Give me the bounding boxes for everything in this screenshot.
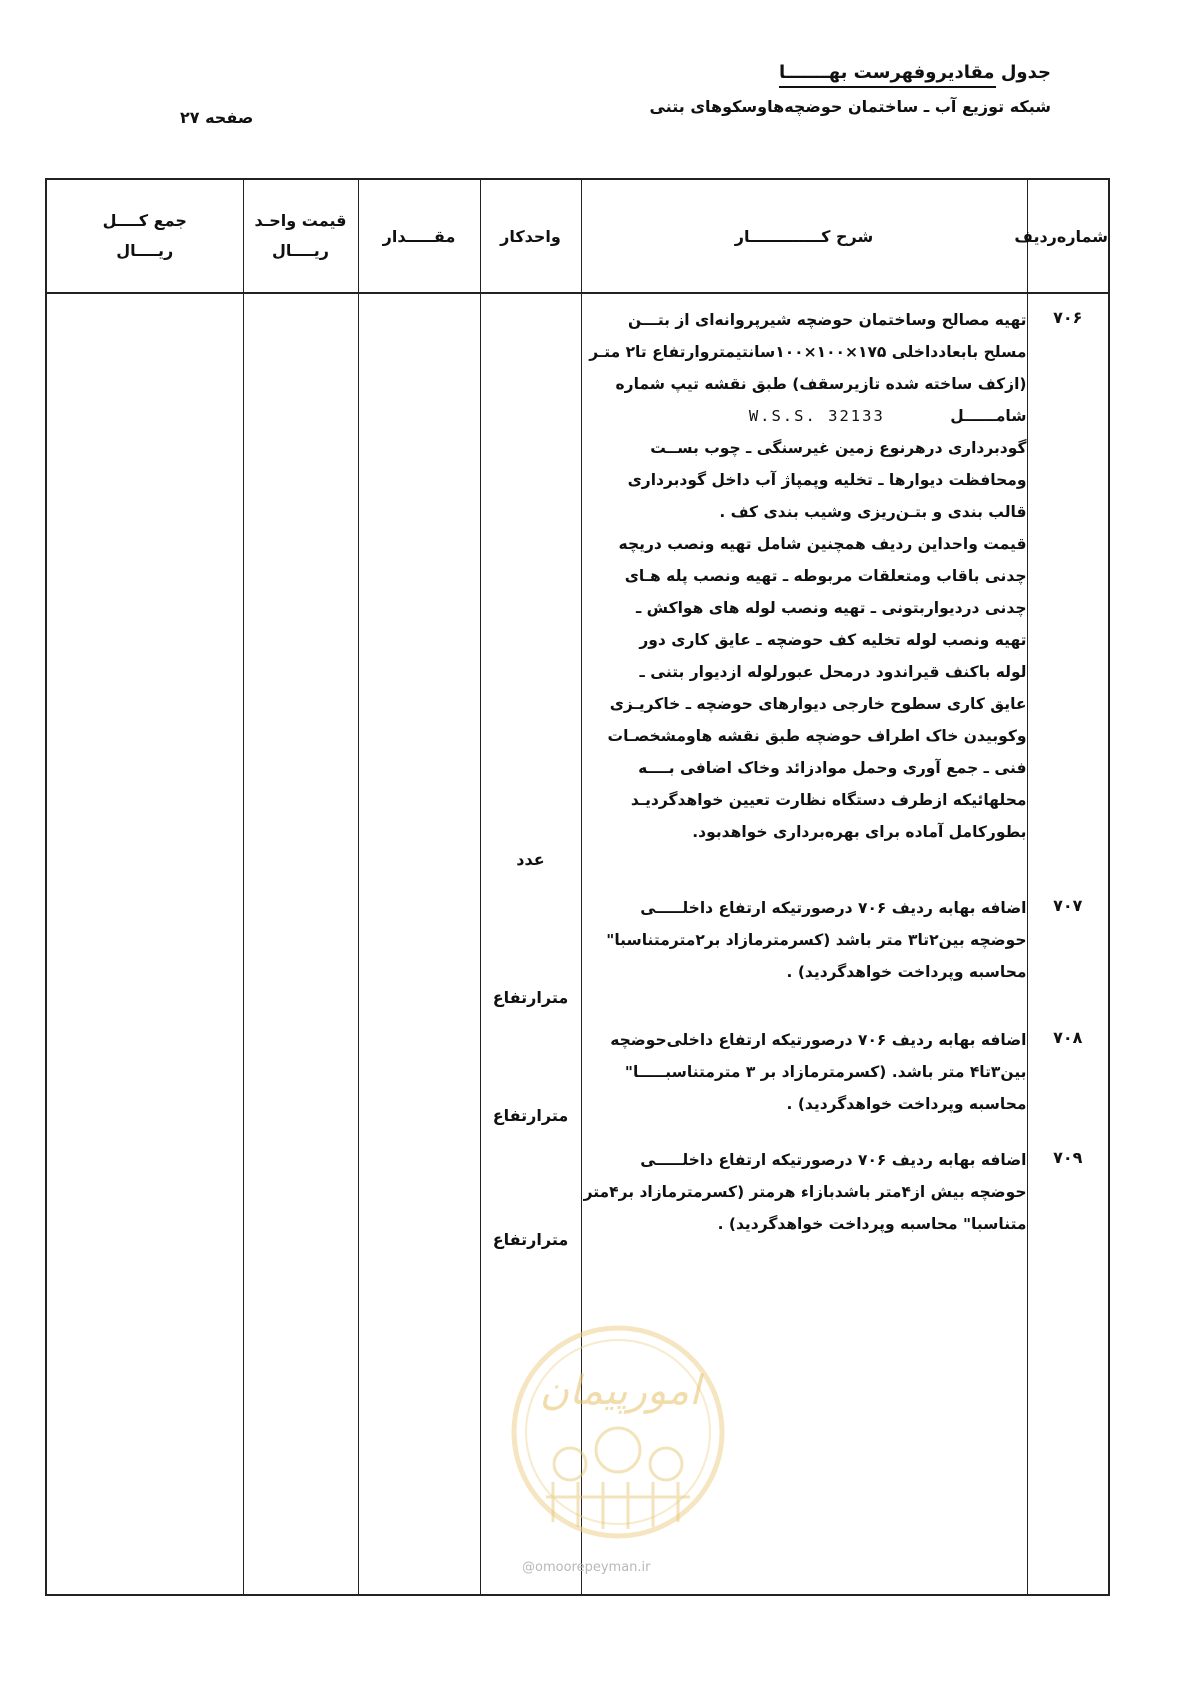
header-total-label: جمع کــــل [102, 211, 187, 230]
drawing-code: W.S.S. 32133 [748, 407, 885, 425]
description-line: محاسبه وپرداخت خواهدگردید) . [786, 1095, 1027, 1113]
header-total-currency: ریــــال [116, 241, 174, 260]
stamp-logo-lettering: امورپیمان [539, 1368, 701, 1414]
watermark-stamp [508, 1322, 728, 1542]
header-unit-price [243, 179, 358, 293]
table-header-row [46, 179, 1109, 293]
header-unit: واحدکار [480, 179, 581, 293]
watermark-site: @omoorepeyman.ir [522, 1560, 651, 1575]
description-line: اضافه بهابه ردیف ۷۰۶ درصورتیکه ارتفاع داخلی‌حوضچه [610, 1031, 1027, 1049]
row-number: ۷۰۶ [1053, 308, 1083, 327]
row-number: ۷۰۹ [1053, 1148, 1083, 1167]
drawing-code-suffix: شامــــــل [950, 407, 1027, 425]
page-number: صفحه ۲۷ [180, 108, 254, 127]
list-item [582, 1024, 1027, 1120]
description-line: عایق کاری سطوح خارجی دیوارهای حوضچه ـ خاکریـزی [609, 695, 1027, 713]
description-line: قالب بندی و بتـن‌ریزی وشیب بندی کف . [719, 503, 1027, 521]
row-number-column [1027, 293, 1109, 1595]
quantity-column [358, 293, 480, 1595]
header-unit-price-currency: ریــــال [272, 241, 329, 260]
description-line: اضافه بهابه ردیف ۷۰۶ درصورتیکه ارتفاع داخلـــــی [640, 899, 1027, 917]
description-line: محلهائیکه ازطرف دستگاه نظارت تعیین خواهدگردیـد [630, 791, 1027, 809]
description-line: حوضچه بین۲تا۳ متر باشد (کسرمترمازاد بر۲مترمتناسبا" [606, 931, 1027, 949]
header-unit-price-label: قیمت واحـد [254, 211, 347, 230]
list-item [582, 892, 1027, 988]
unit-value: عدد [516, 850, 545, 869]
description-line: مسلح بابعادداخلی ۱۷۵×۱۰۰×۱۰۰سانتیمتروارتفاع تا۲ متـر [589, 343, 1027, 361]
document-title: جدول مقادیروفهرست بهـــــــا [779, 62, 1051, 83]
unit-value: مترارتفاع [492, 1106, 569, 1125]
description-line: چدنی دردیواربتونی ـ تهیه ونصب لوله های هواکش ـ [635, 599, 1027, 617]
description-line: محاسبه وپرداخت خواهدگردید) . [786, 963, 1027, 981]
description-line [582, 400, 1027, 432]
header-description: شرح کـــــــــــــار [581, 179, 1027, 293]
header-total [46, 179, 243, 293]
row-number: ۷۰۷ [1053, 896, 1083, 915]
row-number: ۷۰۸ [1053, 1028, 1083, 1047]
description-line: لوله باکنف قیراندود درمحل عبورلوله ازدیوار بتنی ـ [639, 663, 1027, 681]
header-quantity: مقـــــدار [358, 179, 480, 293]
description-line: وکوبیدن خاک اطراف حوضچه طبق نقشه هاومشخصـات [607, 727, 1027, 745]
description-line: (ازکف ساخته شده تازیرسقف) طبق نقشه تیپ شماره [615, 375, 1027, 393]
list-item [582, 1144, 1027, 1240]
description-line: ومحافظت دیوارها ـ تخلیه وپمپاژ آب داخل گودبرداری [627, 471, 1027, 489]
description-line: چدنی باقاب ومتعلقات مربوطه ـ تهیه ونصب پله هـای [624, 567, 1027, 585]
list-item [582, 304, 1027, 848]
description-line: فنی ـ جمع آوری وحمل موادزائد وخاک اضافی بــــه [638, 759, 1027, 777]
description-line: تهیه مصالح وساختمان حوضچه شیرپروانه‌ای از بتـــن [628, 311, 1027, 329]
description-line: متناسبا" محاسبه وپرداخت خواهدگردید) . [717, 1215, 1027, 1233]
header-row-number: شماره‌ردیف [1027, 179, 1109, 293]
description-line: بین۳تا۴ متر باشد. (کسرمترمازاد بر ۳ مترمتناسبـــــا" [624, 1063, 1027, 1081]
description-line: بطورکامل آماده برای بهره‌برداری خواهدبود. [692, 823, 1027, 841]
unit-value: مترارتفاع [492, 1230, 569, 1249]
description-line: تهیه ونصب لوله تخلیه کف حوضچه ـ عایق کاری دور [639, 631, 1027, 649]
description-line: گودبرداری درهرنوع زمین غیرسنگی ـ چوب بســت [650, 439, 1027, 457]
title-underline [779, 86, 996, 88]
document-subtitle: شبکه توزیع آب ـ ساختمان حوضچه‌هاوسکوهای بتنی [649, 97, 1051, 116]
unit-value: مترارتفاع [492, 988, 569, 1007]
total-column [46, 293, 243, 1595]
description-line: اضافه بهابه ردیف ۷۰۶ درصورتیکه ارتفاع داخلـــــی [640, 1151, 1027, 1169]
description-line: حوضچه بیش از۴متر باشدبازاء هرمتر (کسرمترمازاد بر۴متر [583, 1183, 1027, 1201]
unit-price-column [243, 293, 358, 1595]
description-line: قیمت واحداین ردیف همچنین شامل تهیه ونصب دریچه [618, 535, 1027, 553]
